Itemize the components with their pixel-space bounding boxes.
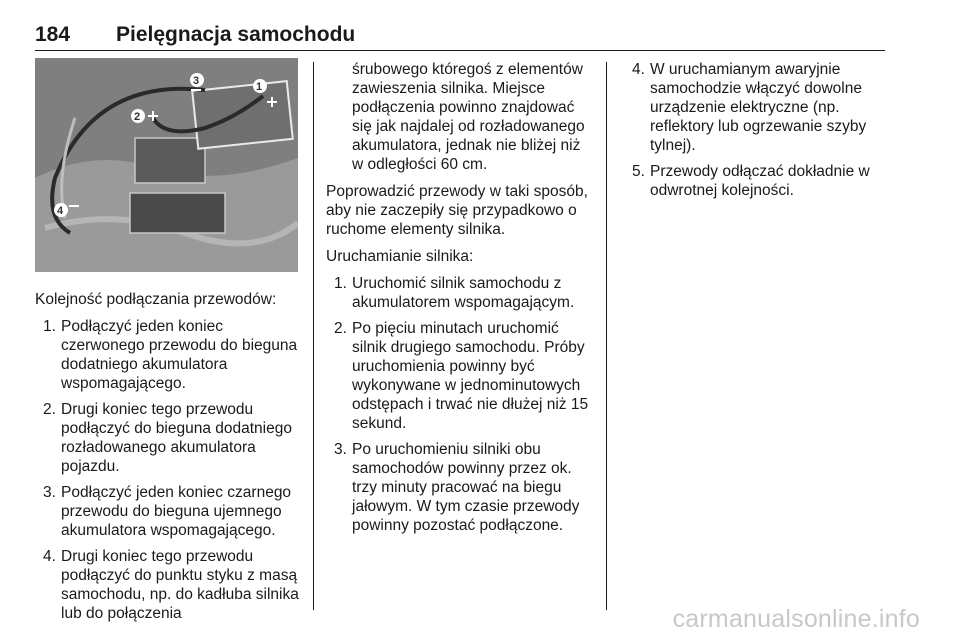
column-middle xyxy=(326,60,592,542)
list-item: 4. Drugi koniec tego przewodu podłączyć do punktu styku z masą samochodu, np. do kadłuba silnika lub do połączenia xyxy=(43,548,299,622)
column-right xyxy=(624,60,886,207)
callout-3: 3 xyxy=(193,75,200,87)
list-item: 4. W uruchamianym awaryjnie samochodzie włączyć dowolne urządzenie elektryczne (np. reflektory lub ogrzewanie szyby tylnej). xyxy=(632,61,867,154)
jump-start-illustration xyxy=(35,58,298,272)
list-item: 2. Po pięciu minutach uruchomić silnik drugiego samochodu. Próby uruchomienia powinny być wykonywane w jednominutowych odstępach i trwać nie dłużej niż 15 sekund. xyxy=(334,320,589,432)
list-item: 3. Podłączyć jeden koniec czarnego przewodu do bieguna ujemnego akumulatora wspomagającego. xyxy=(43,484,292,539)
column-divider xyxy=(606,62,607,610)
continuation-text: śrubowego któregoś z elementów zawieszenia silnika. Miejsce podłączenia powinno znajdować się jak najdalej od rozładowanego akumulatora, jednak nie bliżej niż w odległości 60 cm. xyxy=(352,61,585,173)
final-steps xyxy=(624,60,886,200)
engine-bay-drawing xyxy=(35,58,298,272)
section-title: Pielęgnacja samochodu xyxy=(116,23,356,46)
page-header xyxy=(35,22,885,51)
callout-2: 2 xyxy=(134,111,141,123)
starting-steps xyxy=(326,274,592,535)
list-item: 2. Drugi koniec tego przewodu podłączyć do bieguna dodatniego rozładowanego akumulatora pojazdu. xyxy=(43,401,292,475)
watermark: carmanualsonline.info xyxy=(672,605,920,633)
cable-routing-text: Poprowadzić przewody w taki sposób, aby nie zaczepiły się przypadkowo o ruchome elementy silnika. xyxy=(326,183,588,238)
list-item: 5. Przewody odłączać dokładnie w odwrotnej kolejności. xyxy=(632,163,870,199)
column-divider xyxy=(313,62,314,610)
list-item: 3. Po uruchomieniu silniki obu samochodów powinny przez ok. trzy minuty pracować na biegu jałowym. W tym czasie przewody powinny pozostać podłączone. xyxy=(334,441,580,534)
column-left xyxy=(35,58,300,630)
callout-4: 4 xyxy=(57,205,64,217)
intro-text: Kolejność podłączania przewodów: xyxy=(35,291,277,308)
callout-1: 1 xyxy=(256,81,263,93)
list-item: 1. Uruchomić silnik samochodu z akumulatorem wspomagającym. xyxy=(334,275,575,311)
connection-steps xyxy=(35,317,300,623)
list-item: 1. Podłączyć jeden koniec czerwonego przewodu do bieguna dodatniego akumulatora wspomagającego. xyxy=(43,318,298,392)
page-number: 184 xyxy=(35,23,71,46)
starting-heading: Uruchamianie silnika: xyxy=(326,248,474,265)
